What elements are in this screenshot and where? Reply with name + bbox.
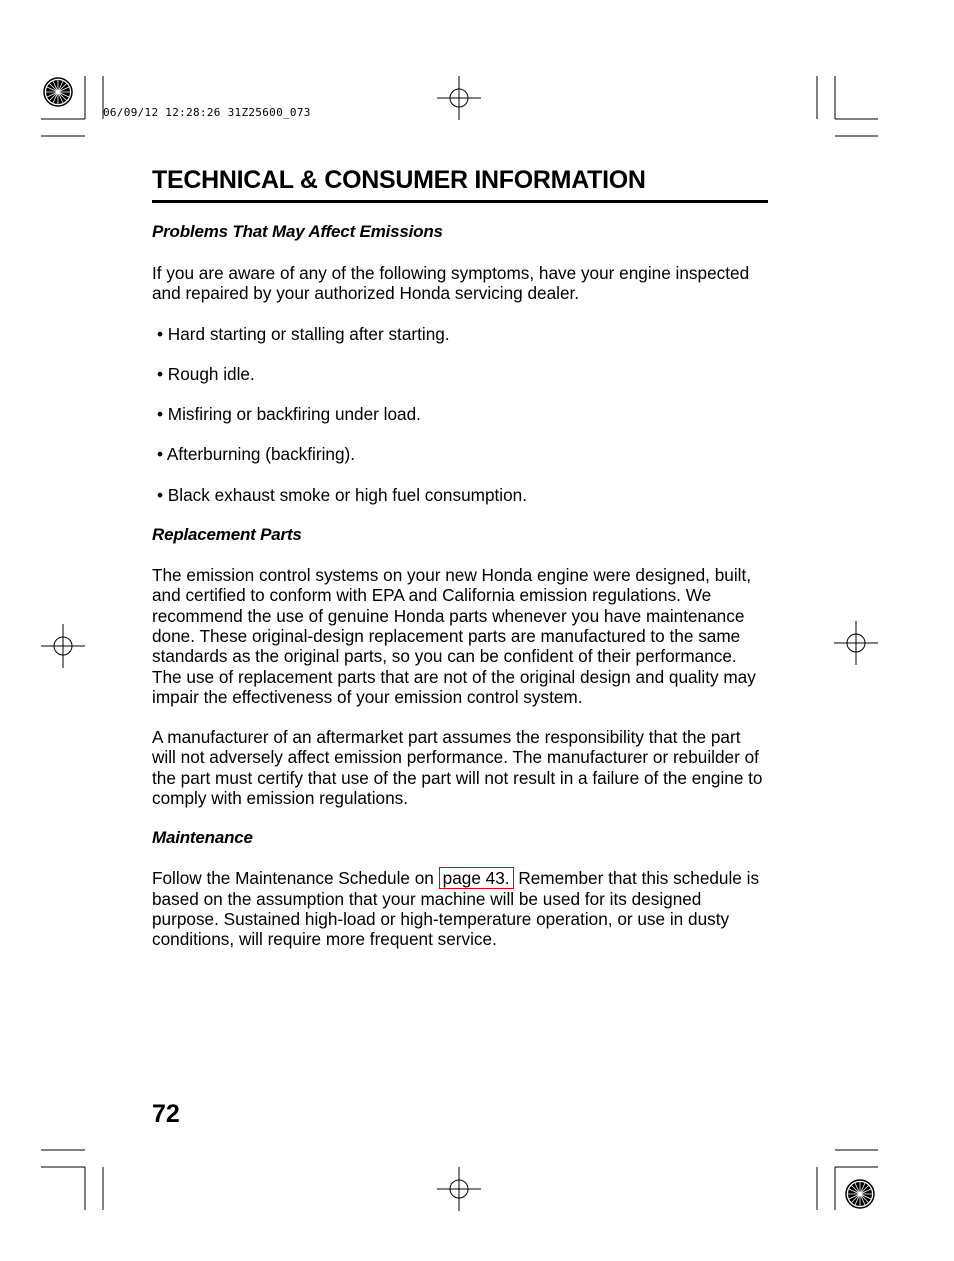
crop-mark-icon <box>41 1150 103 1210</box>
page-number: 72 <box>152 1100 180 1128</box>
crosshair-registration-icon <box>437 76 481 120</box>
emissions-intro: If you are aware of any of the following symptoms, have your engine inspected and repaired by your authorized Honda servicing dealer. <box>152 263 750 304</box>
maintenance-paragraph <box>152 868 768 949</box>
symptom-list-item: • Black exhaust smoke or high fuel consumption. <box>157 484 528 505</box>
symptom-list-item: • Misfiring or backfiring under load. <box>157 404 421 425</box>
registration-sunburst-icon <box>846 1180 874 1208</box>
crop-mark-icon <box>817 76 878 136</box>
replacement-parts-paragraph: The emission control systems on your new Honda engine were designed, built, and certified to conform with EPA and California emission regulations. We recommend the use of genuine Honda parts whenever you have maintenance done. These original-design replacement parts are manufactured to the same standards as the original parts, so you can be confident of their performance. The use of replacement parts that are not of the original design and quality may impair the effectiveness of your emission control system. <box>152 565 756 707</box>
page-content <box>152 221 768 950</box>
symptom-list-item: • Hard starting or stalling after starting. <box>157 323 450 344</box>
crosshair-registration-icon <box>437 1167 481 1211</box>
maintenance-text-end: Remember that this schedule is based on the assumption that your machine will be used for its designed purpose. Sustained high-load or high-temperature operation, or use in dusty conditions, will require more frequent service. <box>152 868 760 950</box>
crosshair-registration-icon <box>834 621 878 665</box>
registration-sunburst-icon <box>44 78 72 106</box>
symptom-list-item: • Rough idle. <box>157 363 255 384</box>
symptom-list-item: • Afterburning (backfiring). <box>157 444 356 465</box>
maintenance-text-start: Follow the Maintenance Schedule on <box>152 868 439 889</box>
maintenance-heading: Maintenance <box>152 828 253 848</box>
section-title: TECHNICAL & CONSUMER INFORMATION <box>152 165 768 203</box>
crosshair-registration-icon <box>41 624 85 668</box>
page-43-link[interactable]: page 43. <box>439 867 514 889</box>
aftermarket-parts-paragraph: A manufacturer of an aftermarket part assumes the responsibility that the part will not adversely affect emission performance. The manufacturer or rebuilder of the part must certify that use of the part will not result in a failure of the engine to comply with emission regulations. <box>152 727 763 809</box>
replacement-parts-heading: Replacement Parts <box>152 525 302 545</box>
print-timestamp: 06/09/12 12:28:26 31Z25600_073 <box>103 106 311 119</box>
emissions-heading: Problems That May Affect Emissions <box>152 222 443 241</box>
